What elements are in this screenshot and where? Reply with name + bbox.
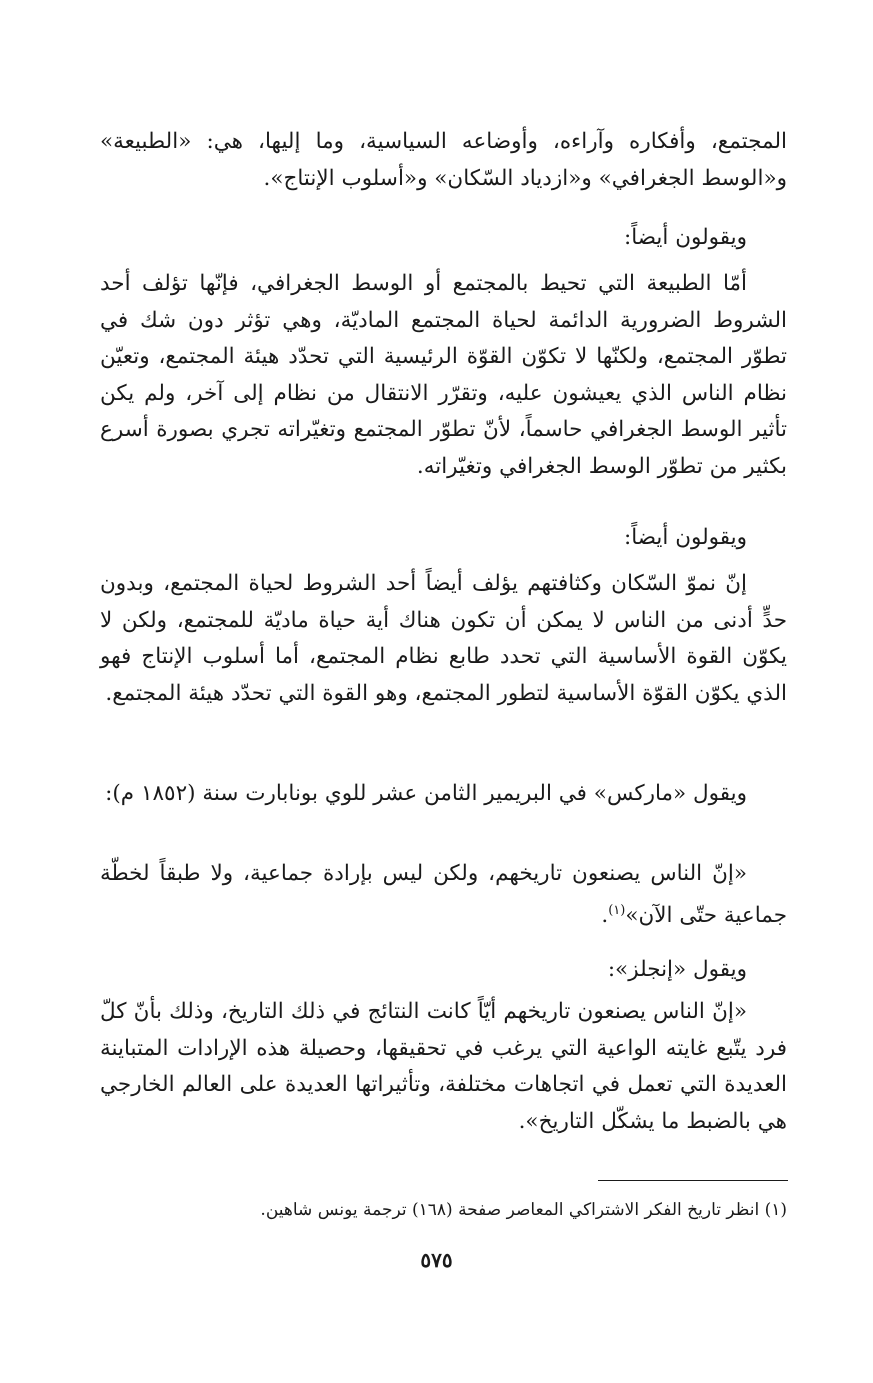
paragraph-population-production: إنّ نموّ السّكان وكثافتهم يؤلف أيضاً أحد الشروط لحياة المجتمع، وبدون حدٍّ أدنى من الناس لا يمكن أن تكون هناك أية حياة ماديّة للمجتمع، ولكن لا يكوّن القوة الأساسية التي تحدد طابع نظام المجتمع، أما أسلوب الإنتاج فهو الذي يكوّن القوّة الأساسية لتطور المجتمع، وهو القوة التي تحدّد هيئة المجتمع. <box>100 571 787 706</box>
marx-quote-end: . <box>601 902 609 928</box>
footnote-reference: (١) <box>608 902 626 918</box>
paragraph-nature-geography: أمّا الطبيعة التي تحيط بالمجتمع أو الوسط الجغرافي، فإنّها تؤلف أحد الشروط الضرورية الدائمة لحياة المجتمع الماديّة، وهي تؤثر دون شك في تطوّر المجتمع، ولكنّها لا تكوّن القوّة الرئيسية التي تحدّد هيئة المجتمع، وتعيّن نظام الناس الذي يعيشون عليه، وتقرّر الانتقال من نظام إلى آخر، ولم يكن تأثير الوسط الجغرافي حاسماً، لأنّ تطوّر المجتمع وتغيّراته تجري بصورة أسرع بكثير من تطوّر الوسط الجغرافي وتغيّراته. <box>100 271 787 479</box>
paragraph-engels-quote: «إنّ الناس يصنعون تاريخهم أيّاً كانت النتائج في ذلك التاريخ، وذلك بأنّ كلّ فرد يتّبع غايته الواعية التي يرغب في تحقيقها، وحصيلة هذه الإرادات المتباينة العديدة التي تعمل في اتجاهات مختلفة، وتأثيراتها العديدة على العالم الخارجي هي بالضبط ما يشكّل التاريخ». <box>100 999 787 1134</box>
marx-quote-text: «إنّ الناس يصنعون تاريخهم، ولكن ليس بإرادة جماعية، ولا طبقاً لخطّة جماعية حتّى الآن» <box>100 861 787 928</box>
paragraph-engels-intro: ويقول «إنجلز»: <box>607 957 747 982</box>
paragraph-marx-intro: ويقول «ماركس» في البريمير الثامن عشر للوي بونابارت سنة (١٨٥٢ م): <box>105 781 747 806</box>
paragraph-continuation: المجتمع، وأفكاره وآراءه، وأوضاعه السياسية، وما إليها، هي: «الطبيعة» و«الوسط الجغرافي» و«ازدياد السّكان» و«أسلوب الإنتاج». <box>100 129 787 191</box>
paragraph-heading-they-say-1: ويقولون أيضاً: <box>623 225 747 250</box>
footnote-divider <box>598 1180 788 1181</box>
footnote: (١) انظر تاريخ الفكر الاشتراكي المعاصر صفحة (١٦٨) ترجمة يونس شاهين. <box>260 1200 787 1220</box>
page-number: ٥٧٥ <box>420 1248 453 1272</box>
paragraph-heading-they-say-2: ويقولون أيضاً: <box>623 525 747 550</box>
paragraph-marx-quote <box>100 856 787 934</box>
